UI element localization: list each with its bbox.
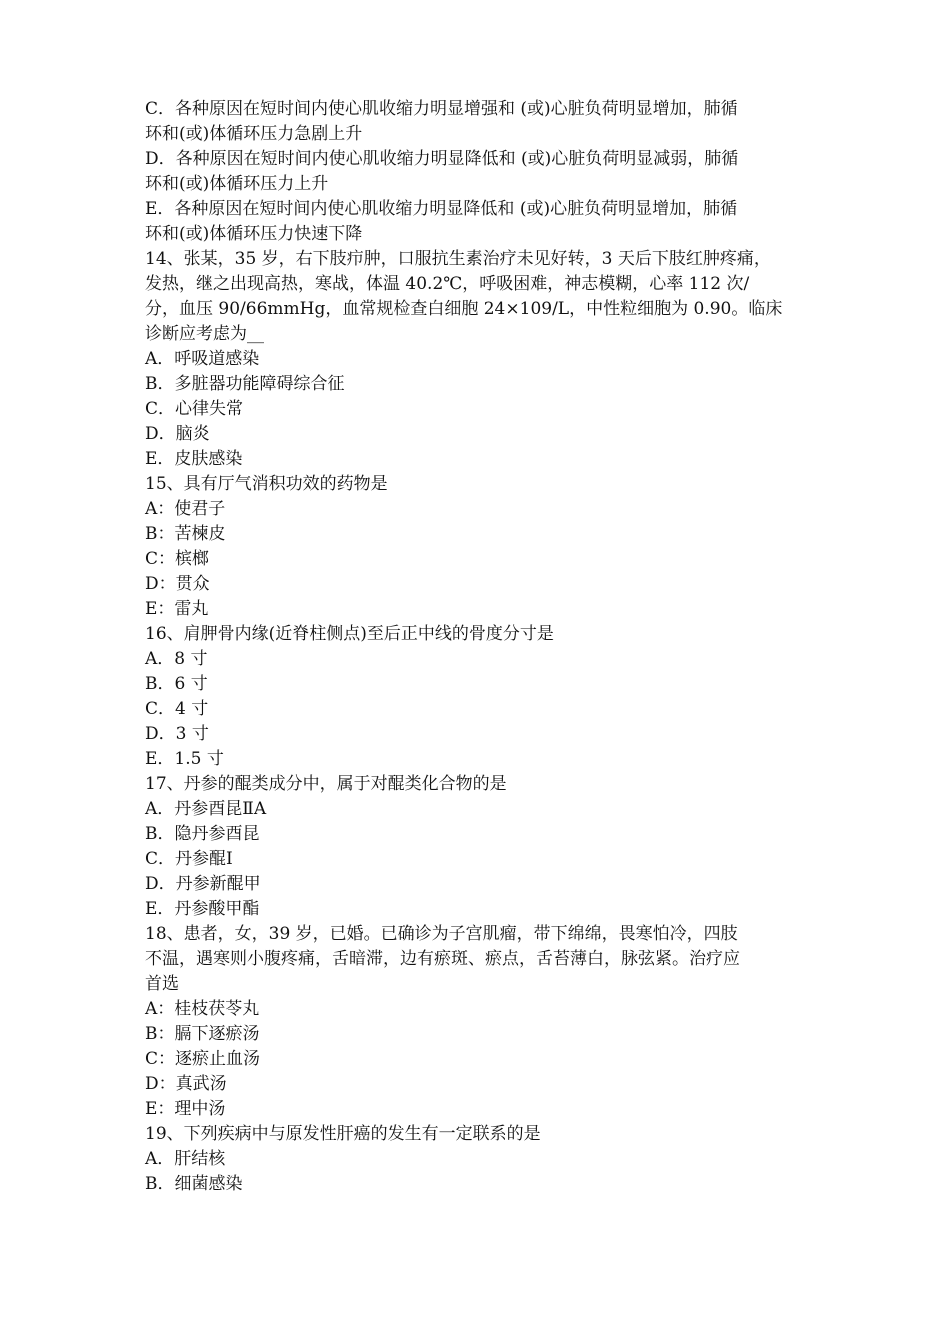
text-line: 不温，遇寒则小腹疼痛，舌暗滞，边有瘀斑、瘀点，舌苔薄白，脉弦紧。治疗应 [145, 949, 740, 969]
text-line: C．4 寸 [145, 699, 209, 719]
text-line: B．多脏器功能障碍综合征 [145, 374, 345, 394]
text-line: B：苦楝皮 [145, 524, 226, 544]
text-line: 14、张某，35 岁，右下肢疖肿，口服抗生素治疗未见好转，3 天后下肢红肿疼痛， [145, 249, 771, 269]
text-line: E：雷丸 [145, 599, 209, 619]
text-line: D：真武汤 [145, 1074, 227, 1094]
text-line: A．8 寸 [145, 649, 208, 669]
text-line: A：使君子 [145, 499, 226, 519]
text-line: 16、肩胛骨内缘(近脊柱侧点)至后正中线的骨度分寸是 [145, 624, 554, 644]
text-line: D．丹参新醌甲 [145, 874, 261, 894]
text-line: A．丹参酉昆ⅡA [145, 799, 267, 819]
text-line: C．丹参醌Ⅰ [145, 849, 233, 869]
text-line: B：膈下逐瘀汤 [145, 1024, 260, 1044]
text-line: 19、下列疾病中与原发性肝癌的发生有一定联系的是 [145, 1124, 541, 1144]
text-line: 发热，继之出现高热，寒战，体温 40.2℃，呼吸困难，神志模糊，心率 112 次/ [145, 274, 750, 294]
text-line: 17、丹参的醌类成分中，属于对醌类化合物的是 [145, 774, 507, 794]
text-line: E．丹参酸甲酯 [145, 899, 260, 919]
text-line: A．呼吸道感染 [145, 349, 260, 369]
text-line: 诊断应考虑为__ [145, 324, 264, 344]
text-line: 18、患者，女，39 岁，已婚。已确诊为子宫肌瘤，带下绵绵，畏寒怕冷，四肢 [145, 924, 738, 944]
text-line: B．6 寸 [145, 674, 208, 694]
text-line: 首选 [145, 974, 179, 994]
text-line: 15、具有厅气消积功效的药物是 [145, 474, 388, 494]
text-line: E：理中汤 [145, 1099, 226, 1119]
text-line: A：桂枝茯苓丸 [145, 999, 260, 1019]
text-line: D：贯众 [145, 574, 210, 594]
text-line: 环和(或)体循环压力快速下降 [145, 224, 363, 244]
text-line: A．肝结核 [145, 1149, 226, 1169]
text-line: E．1.5 寸 [145, 749, 224, 769]
text-line: 环和(或)体循环压力上升 [145, 174, 329, 194]
text-line: D．3 寸 [145, 724, 209, 744]
text-line: D．脑炎 [145, 424, 210, 444]
text-line: C．各种原因在短时间内使心肌收缩力明显增强和 (或)心脏负荷明显增加，肺循 [145, 99, 738, 119]
text-line: B．细菌感染 [145, 1174, 243, 1194]
text-line: B．隐丹参酉昆 [145, 824, 260, 844]
text-line: C：槟榔 [145, 549, 210, 569]
text-line: E．各种原因在短时间内使心肌收缩力明显降低和 (或)心脏负荷明显增加，肺循 [145, 199, 738, 219]
text-line: C：逐瘀止血汤 [145, 1049, 261, 1069]
text-line: 环和(或)体循环压力急剧上升 [145, 124, 363, 144]
text-line: C．心律失常 [145, 399, 244, 419]
document-body [145, 97, 815, 1197]
text-line: D．各种原因在短时间内使心肌收缩力明显降低和 (或)心脏负荷明显减弱，肺循 [145, 149, 739, 169]
text-line: 分，血压 90/66mmHg，血常规检查白细胞 24×109/L，中性粒细胞为 0.90。临床 [145, 299, 783, 319]
text-line: E．皮肤感染 [145, 449, 243, 469]
